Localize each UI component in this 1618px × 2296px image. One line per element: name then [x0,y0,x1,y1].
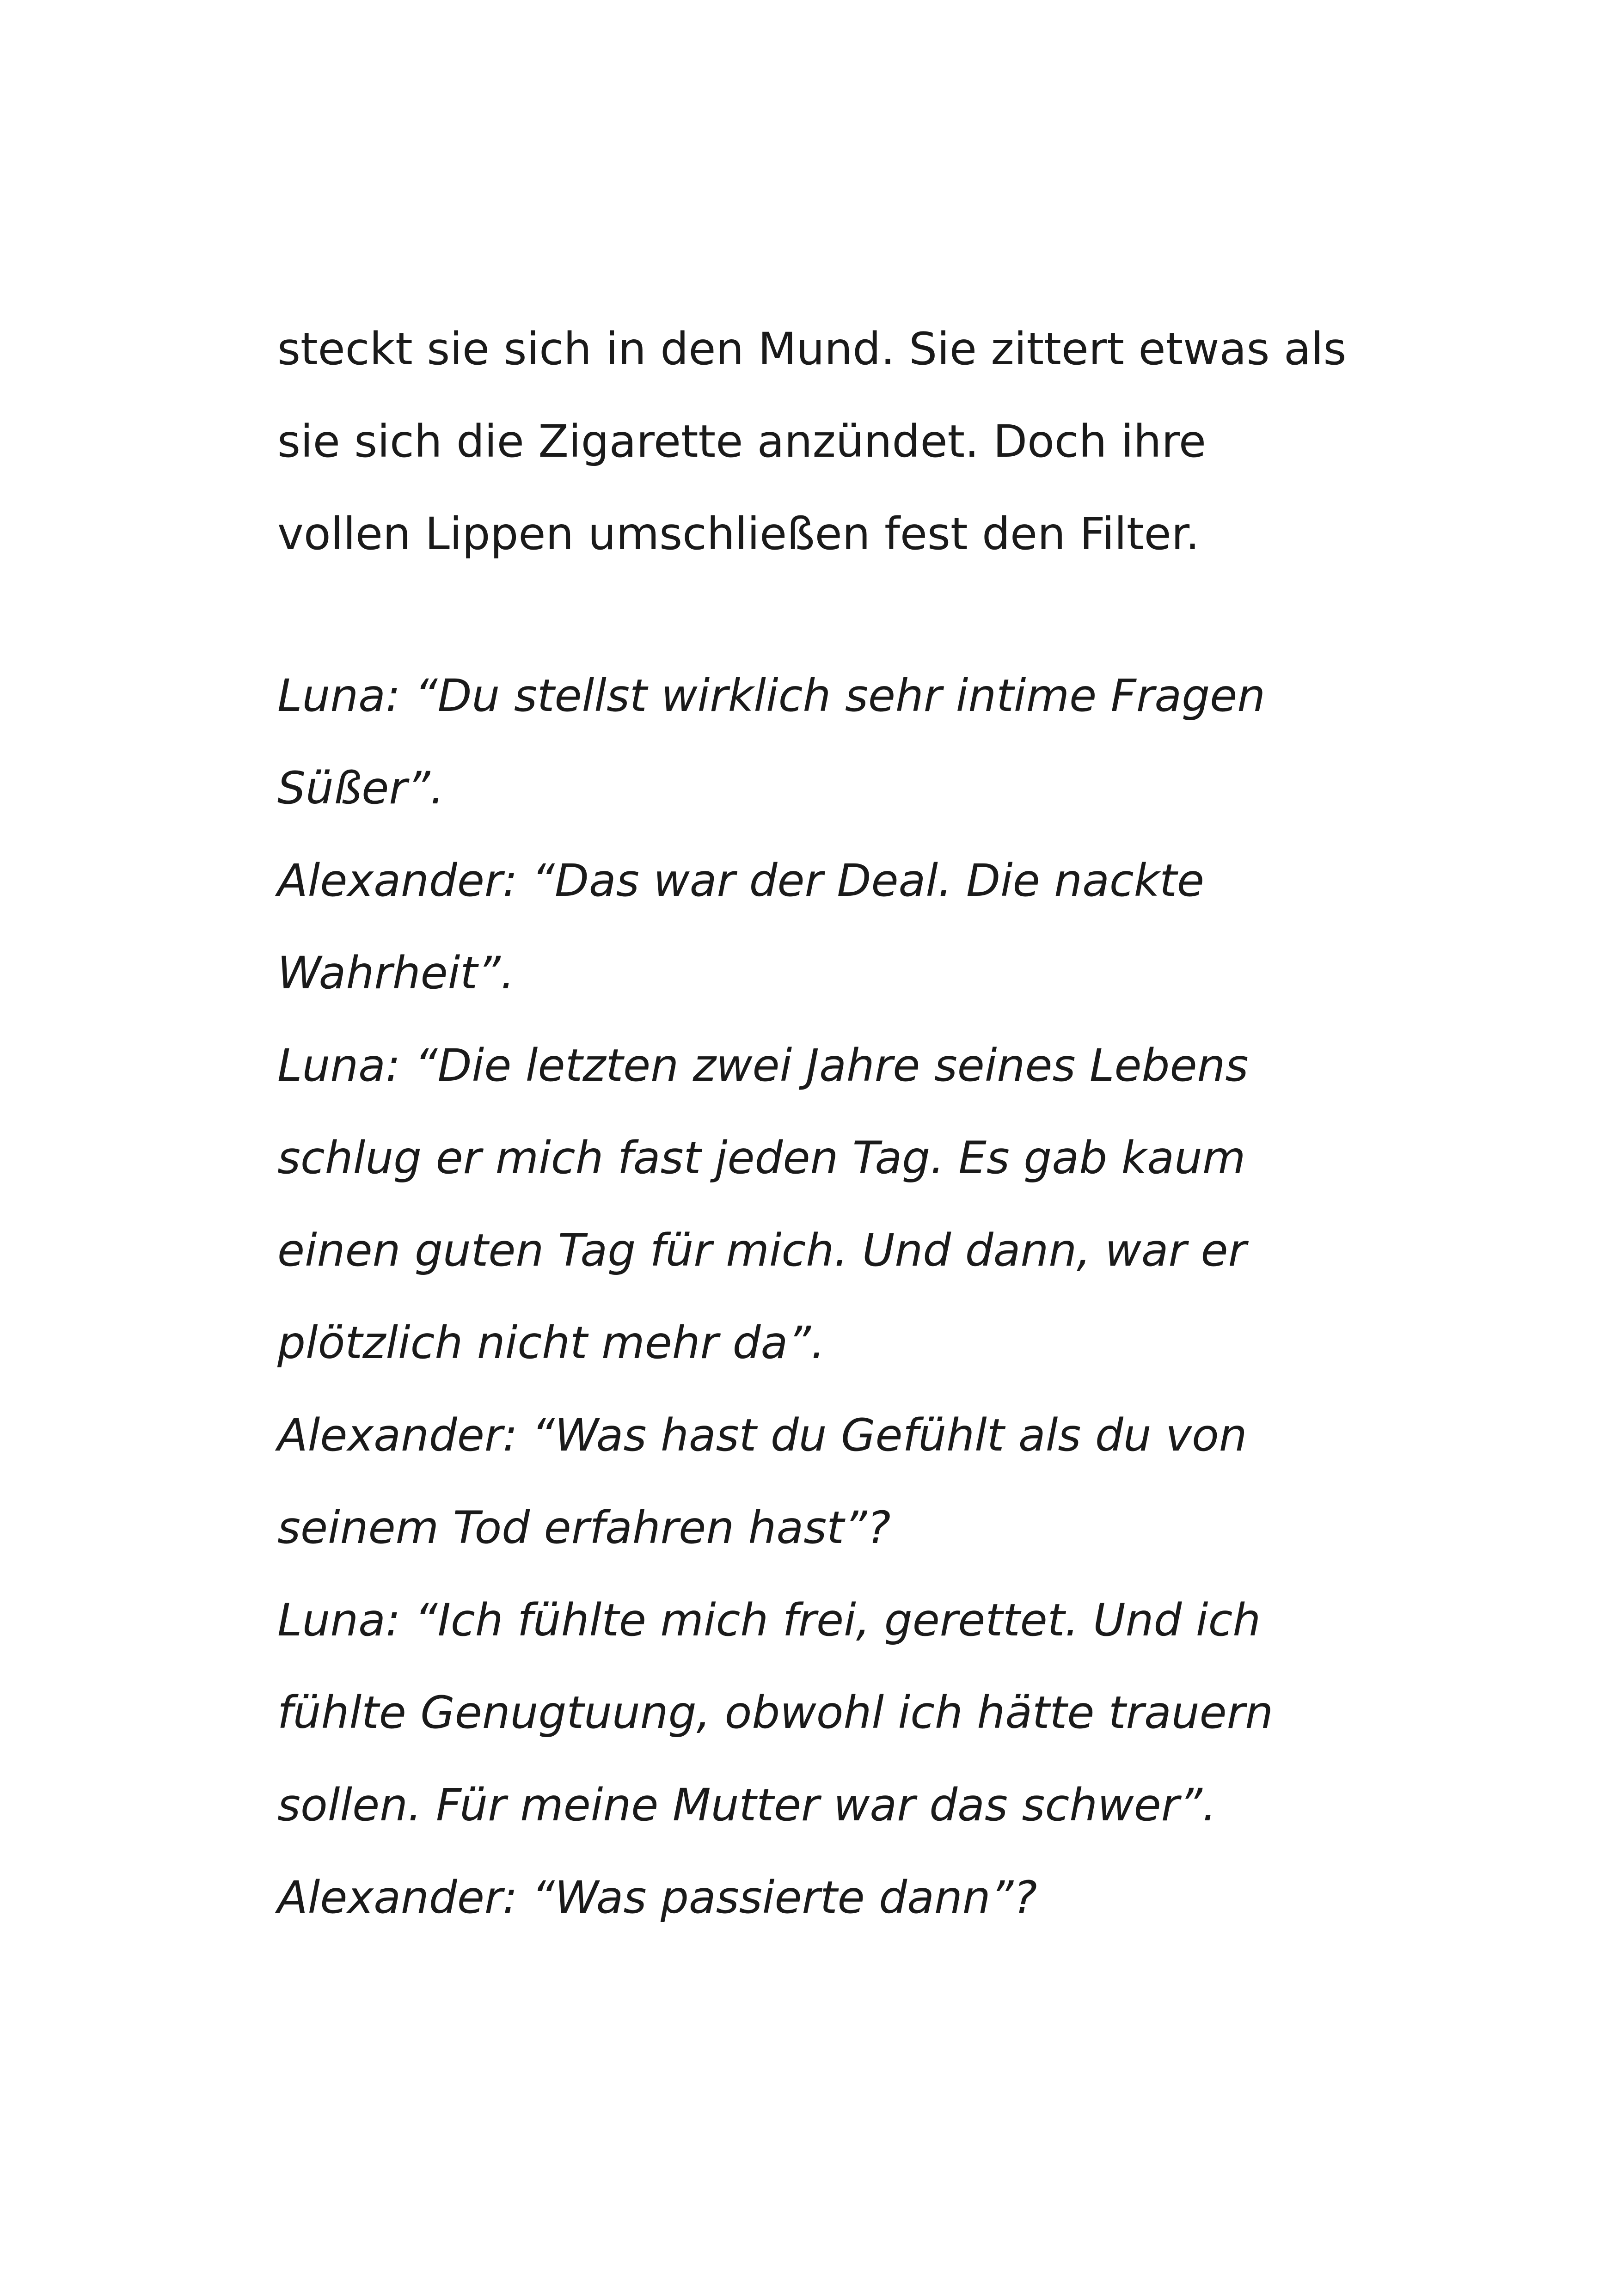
dialogue-line: seinem Tod erfahren hast”? [277,1502,891,1554]
dialogue-line: sollen. Für meine Mutter war das schwer”. [277,1779,1217,1831]
dialogue-line: Luna: “Die letzten zwei Jahre seines Lebens [277,1040,1249,1091]
dialogue-line: Wahrheit”. [277,947,515,999]
narrative-paragraph [277,303,1433,580]
dialogue-line: Süßer”. [277,762,445,814]
dialogue-line: plötzlich nicht mehr da”. [277,1317,825,1369]
dialogue-section [277,649,1433,1944]
dialogue-line: schlug er mich fast jeden Tag. Es gab kaum [277,1132,1246,1184]
dialogue-line: einen guten Tag für mich. Und dann, war er [277,1225,1247,1276]
dialogue-line: Alexander: “Was hast du Gefühlt als du von [277,1409,1247,1461]
narrative-line: sie sich die Zigarette anzündet. Doch ihre [277,416,1206,467]
dialogue-line: fühlte Genugtuung, obwohl ich hätte trauern [277,1687,1274,1739]
narrative-line: vollen Lippen umschließen fest den Filter. [277,508,1200,560]
narrative-line: steckt sie sich in den Mund. Sie zittert etwas als [277,323,1347,375]
dialogue-line: Alexander: “Was passierte dann”? [277,1872,1037,1923]
dialogue-line: Alexander: “Das war der Deal. Die nackte [277,855,1204,906]
dialogue-line: Luna: “Du stellst wirklich sehr intime Fragen [277,670,1266,722]
dialogue-line: Luna: “Ich fühlte mich frei, gerettet. Und ich [277,1594,1261,1646]
